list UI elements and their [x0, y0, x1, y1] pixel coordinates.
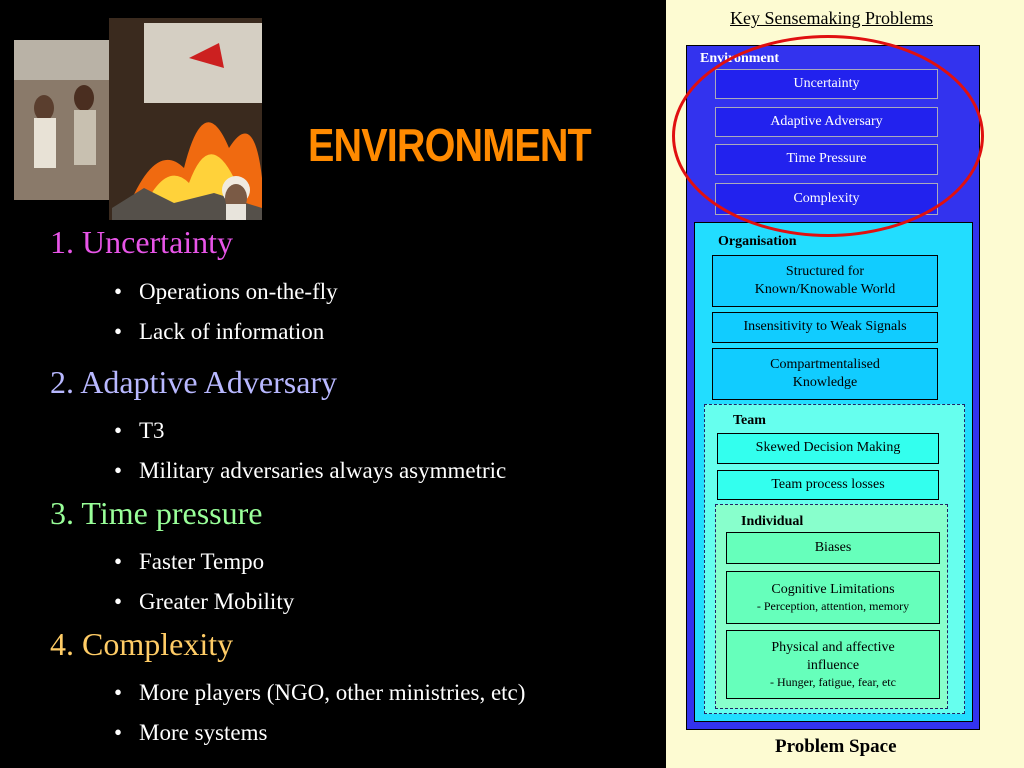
photo-collage — [14, 18, 262, 220]
section-heading-uncertainty: 1. Uncertainty — [50, 224, 234, 260]
env-item-adaptive-adversary: Adaptive Adversary — [715, 107, 938, 137]
section-heading-time-pressure: 3. Time pressure — [50, 495, 263, 531]
diagram-title: Key Sensemaking Problems — [730, 8, 933, 28]
diagram-footer: Problem Space — [775, 736, 897, 757]
ind-item-cognitive: Cognitive Limitations - Perception, attention, memory — [726, 571, 940, 624]
env-item-uncertainty: Uncertainty — [715, 69, 938, 99]
env-item-complexity: Complexity — [715, 183, 938, 215]
org-item-structured: Structured for Known/Knowable World — [712, 255, 938, 307]
ind-item-cognitive-sub: - Perception, attention, memory — [756, 598, 910, 613]
ind-item-physical-sub: - Hunger, fatigue, fear, etc — [770, 674, 896, 689]
section-heading-adaptive-adversary: 2. Adaptive Adversary — [50, 364, 338, 400]
org-item-compartmentalised: Compartmentalised Knowledge — [712, 348, 938, 400]
team-item-process-losses: Team process losses — [717, 470, 939, 500]
team-item-skewed: Skewed Decision Making — [717, 433, 939, 464]
section-heading-complexity: 4. Complexity — [50, 626, 234, 662]
environment-highlight-circle — [672, 35, 984, 237]
org-item-insensitivity: Insensitivity to Weak Signals — [712, 312, 938, 343]
environment-label: Environment — [700, 51, 780, 66]
ind-item-biases: Biases — [726, 532, 940, 564]
slide-title: ENVIRONMENT — [308, 119, 591, 171]
team-label: Team — [733, 413, 766, 428]
env-item-time-pressure: Time Pressure — [715, 144, 938, 175]
organisation-label: Organisation — [718, 234, 797, 249]
ind-item-physical: Physical and affective influence - Hunger, fatigue, fear, etc — [726, 630, 940, 699]
individual-label: Individual — [741, 514, 804, 529]
